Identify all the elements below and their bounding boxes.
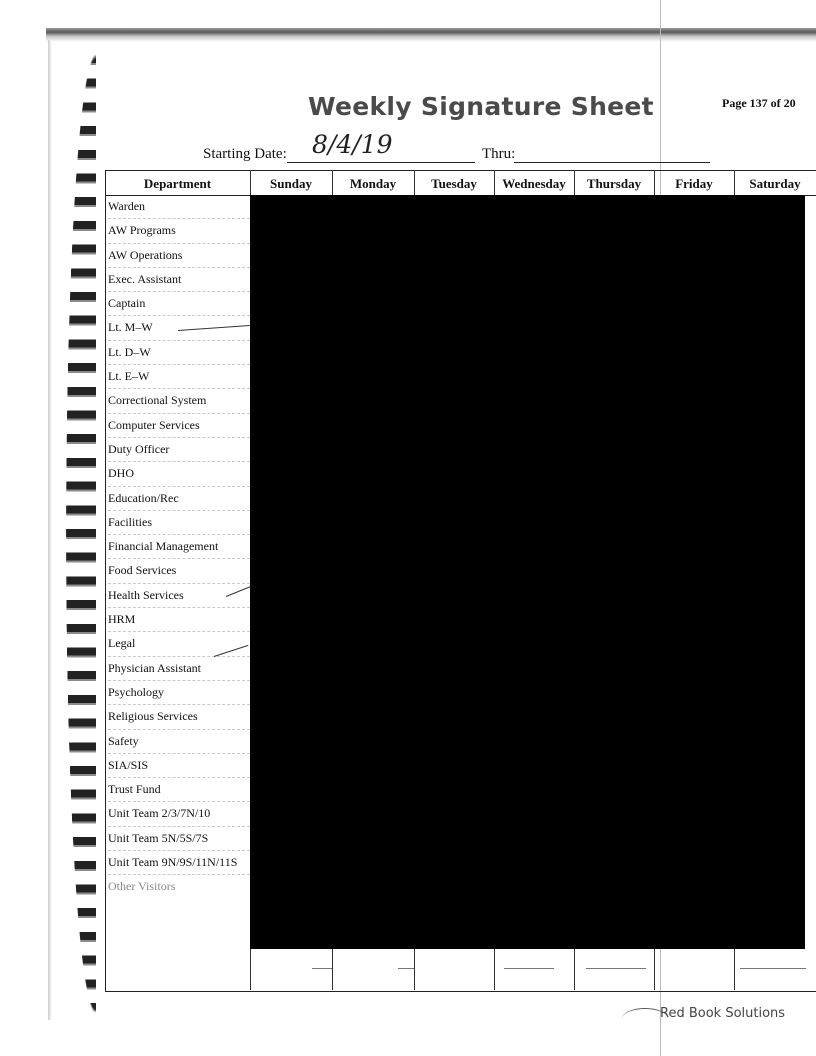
- department-row: Facilities: [108, 511, 250, 535]
- footer-rule: [740, 968, 806, 969]
- col-header-saturday: Saturday: [749, 176, 801, 191]
- starting-date-line: [287, 162, 475, 163]
- department-row: Exec. Assistant: [108, 268, 250, 292]
- department-list: [108, 195, 250, 899]
- starting-date-value: 8/4/19: [312, 130, 393, 159]
- department-row: Computer Services: [108, 414, 250, 438]
- thru-line: [514, 162, 710, 163]
- department-row: Safety: [108, 730, 250, 754]
- department-row: Financial Management: [108, 535, 250, 559]
- department-row: Unit Team 9N/9S/11N/11S: [108, 851, 250, 875]
- col-header-department: Department: [143, 176, 212, 191]
- department-row: DHO: [108, 462, 250, 486]
- department-row: Trust Fund: [108, 778, 250, 802]
- thru-label: Thru:: [482, 146, 516, 162]
- page-title: Weekly Signature Sheet: [308, 92, 654, 121]
- spiral-binding-icon: [50, 50, 96, 1018]
- redaction-block: [250, 195, 805, 949]
- department-row: Psychology: [108, 681, 250, 705]
- department-row: Correctional System: [108, 389, 250, 413]
- col-header-tuesday: Tuesday: [431, 176, 477, 191]
- footer-rule: [586, 968, 646, 969]
- department-row: Duty Officer: [108, 438, 250, 462]
- scan-edge: [46, 28, 816, 42]
- footer-rule: [504, 968, 554, 969]
- department-row: Health Services: [108, 584, 250, 608]
- department-row: SIA/SIS: [108, 754, 250, 778]
- footer-logo: Red Book Solutions: [660, 1006, 786, 1021]
- department-row: HRM: [108, 608, 250, 632]
- department-row: Religious Services: [108, 705, 250, 729]
- department-row: Captain: [108, 292, 250, 316]
- department-row: Lt. E–W: [108, 365, 250, 389]
- department-row: Food Services: [108, 559, 250, 583]
- col-header-thursday: Thursday: [586, 176, 642, 191]
- footer-rule: [398, 968, 414, 969]
- page-number: Page 137 of 20: [722, 96, 796, 110]
- starting-date-label: Starting Date:: [203, 146, 287, 162]
- footer-rule: [312, 968, 332, 969]
- col-header-wednesday: Wednesday: [502, 176, 566, 191]
- department-row: Legal: [108, 632, 250, 656]
- department-row: Lt. D–W: [108, 341, 250, 365]
- department-row: AW Programs: [108, 219, 250, 243]
- department-row: Other Visitors: [108, 879, 176, 894]
- department-row: Lt. M–W: [108, 316, 250, 340]
- col-header-monday: Monday: [349, 176, 397, 191]
- department-row: AW Operations: [108, 244, 250, 268]
- department-row: Unit Team 5N/5S/7S: [108, 827, 250, 851]
- table-header-row: [105, 170, 816, 196]
- department-row: Warden: [108, 195, 250, 219]
- department-row: Physician Assistant: [108, 657, 250, 681]
- department-row: Unit Team 2/3/7N/10: [108, 802, 250, 826]
- department-row: Education/Rec: [108, 487, 250, 511]
- col-header-sunday: Sunday: [270, 176, 312, 191]
- col-header-friday: Friday: [675, 176, 713, 191]
